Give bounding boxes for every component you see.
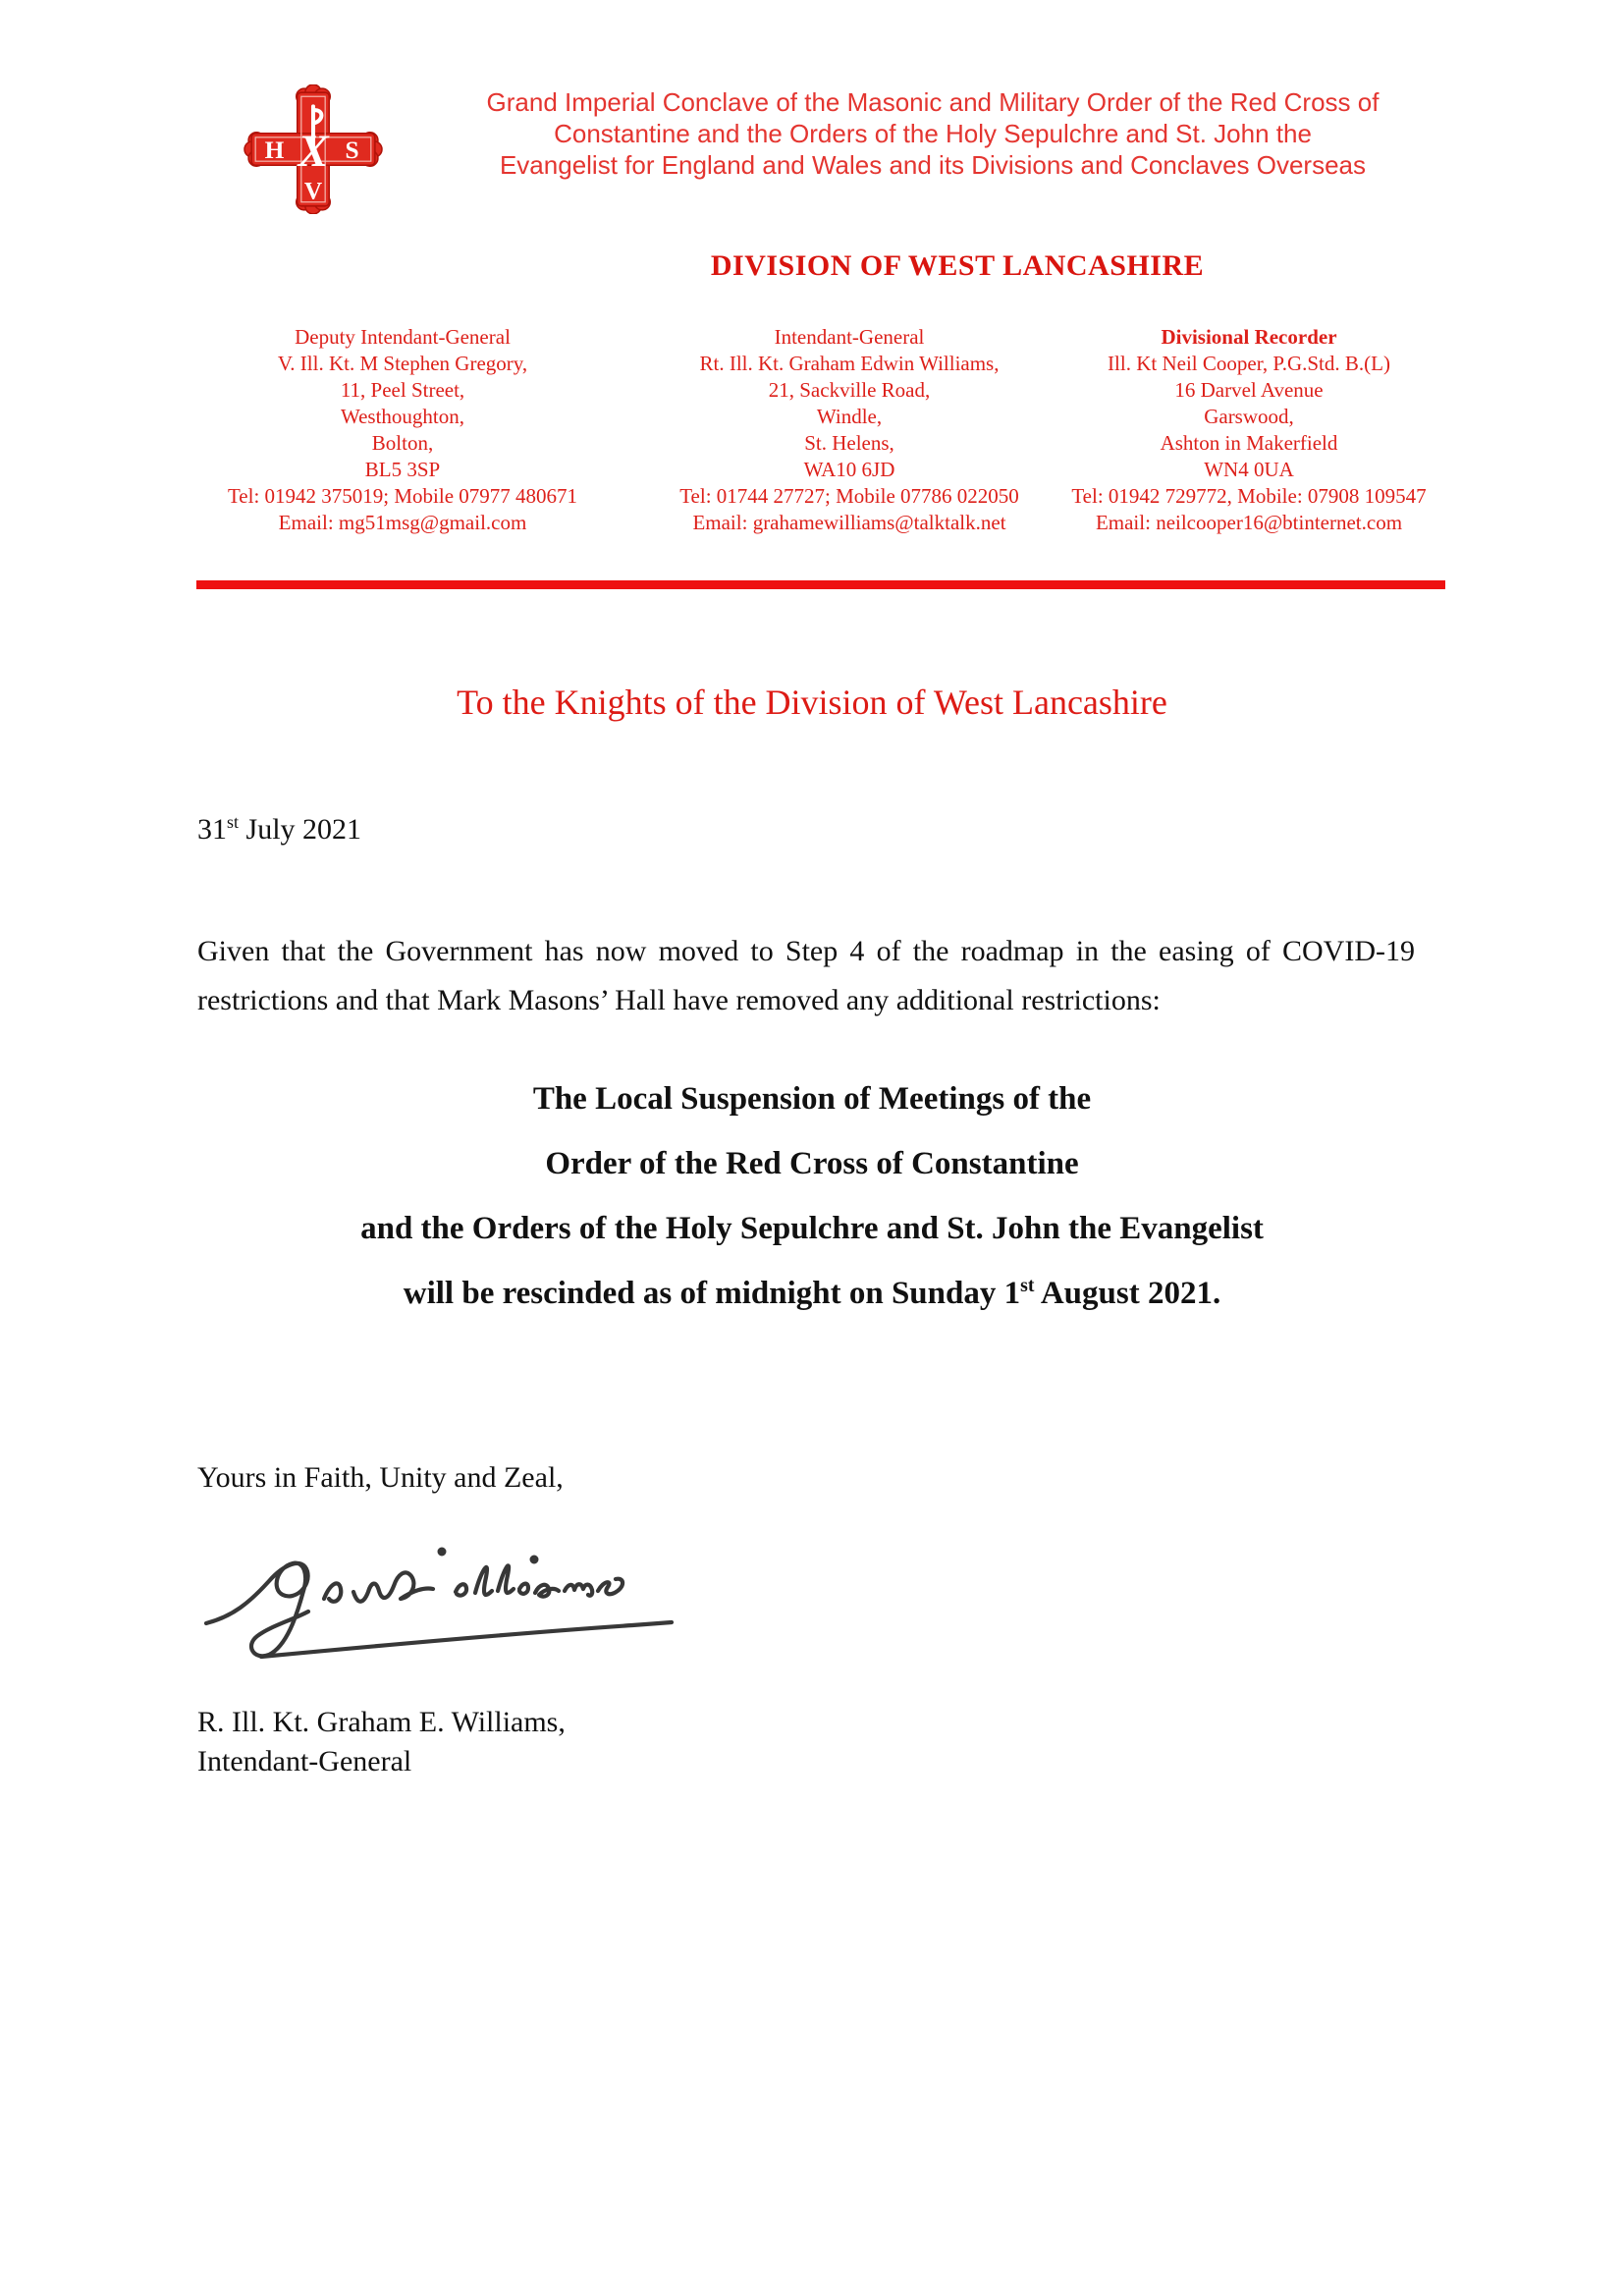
officer-address-line: Westhoughton, xyxy=(340,405,465,428)
officer-address-line: Windle, xyxy=(816,405,883,428)
signer-title: Intendant-General xyxy=(197,1745,412,1777)
svg-text:V: V xyxy=(303,177,323,205)
officer-address-line: St. Helens, xyxy=(804,431,894,455)
red-cross-of-constantine-crest-icon xyxy=(244,84,383,214)
officer-address-line: Garswood, xyxy=(1204,405,1294,428)
announcement-line: will be rescinded as of midnight on Sunday 1st August 2021. xyxy=(403,1275,1221,1311)
letter-date xyxy=(197,813,361,847)
organisation-name xyxy=(437,86,1429,181)
closing-line: Yours in Faith, Unity and Zeal, xyxy=(197,1461,564,1494)
officer-email: Email: mg51msg@gmail.com xyxy=(278,511,527,534)
officer-role: Intendant-General xyxy=(774,325,925,349)
officer-phone: Tel: 01744 27727; Mobile 07786 022050 xyxy=(679,484,1019,508)
officer-phone: Tel: 01942 729772, Mobile: 07908 109547 xyxy=(1071,484,1427,508)
signature-image xyxy=(189,1530,699,1685)
officer-role: Deputy Intendant-General xyxy=(295,325,511,349)
officer-deputy-intendant-general xyxy=(187,324,619,536)
officer-role: Divisional Recorder xyxy=(1161,325,1337,349)
svg-text:S: S xyxy=(345,137,359,165)
officer-address-line: 21, Sackville Road, xyxy=(768,378,931,402)
signer-block xyxy=(197,1703,566,1781)
officer-name: V. Ill. Kt. M Stephen Gregory, xyxy=(277,352,528,375)
officer-divisional-recorder xyxy=(1033,324,1465,536)
date-ordinal: st xyxy=(227,812,240,832)
announcement-line: Order of the Red Cross of Constantine xyxy=(545,1146,1079,1181)
officer-intendant-general xyxy=(633,324,1065,536)
officer-postcode: BL5 3SP xyxy=(364,458,441,481)
officer-name: Rt. Ill. Kt. Graham Edwin Williams, xyxy=(699,352,1000,375)
officer-name: Ill. Kt Neil Cooper, P.G.Std. B.(L) xyxy=(1108,352,1390,375)
salutation-line: To the Knights of the Division of West Lancashire xyxy=(457,683,1167,722)
date-rest: July 2021 xyxy=(239,813,362,846)
officer-postcode: WA10 6JD xyxy=(803,458,895,481)
announcement-ordinal: st xyxy=(1020,1275,1035,1296)
division-title: DIVISION OF WEST LANCASHIRE xyxy=(710,249,1205,282)
officer-phone: Tel: 01942 375019; Mobile 07977 480671 xyxy=(227,484,578,508)
officer-address-line: Ashton in Makerfield xyxy=(1160,431,1338,455)
org-line: Evangelist for England and Wales and its Divisions and Conclaves Overseas xyxy=(499,150,1367,180)
officer-contact-columns xyxy=(0,324,1624,550)
officer-postcode: WN4 0UA xyxy=(1204,458,1294,481)
officer-address-line: 11, Peel Street, xyxy=(340,378,465,402)
officer-address-line: 16 Darvel Avenue xyxy=(1174,378,1324,402)
body-paragraph: Given that the Government has now moved to Step 4 of the roadmap in the easing of COVID-19 restrictions and that Mark Masons’ Hall have removed any additional restrictions: xyxy=(197,935,1415,1016)
officer-email: Email: grahamewilliams@talktalk.net xyxy=(692,511,1006,534)
svg-text:H: H xyxy=(264,137,285,165)
org-line: Grand Imperial Conclave of the Masonic and Military Order of the Red Cross of xyxy=(486,87,1380,117)
signer-name: R. Ill. Kt. Graham E. Williams, xyxy=(197,1706,566,1738)
svg-text:X: X xyxy=(298,126,329,178)
org-line: Constantine and the Orders of the Holy Sepulchre and St. John the xyxy=(554,119,1312,148)
officer-address-line: Bolton, xyxy=(371,431,434,455)
officer-email: Email: neilcooper16@btinternet.com xyxy=(1095,511,1403,534)
announcement-line: and the Orders of the Holy Sepulchre and St. John the Evangelist xyxy=(360,1211,1264,1246)
date-day: 31 xyxy=(197,813,227,846)
letterhead-divider-rule xyxy=(196,580,1445,589)
announcement-block xyxy=(196,1066,1428,1326)
announcement-line: The Local Suspension of Meetings of the xyxy=(532,1081,1092,1117)
